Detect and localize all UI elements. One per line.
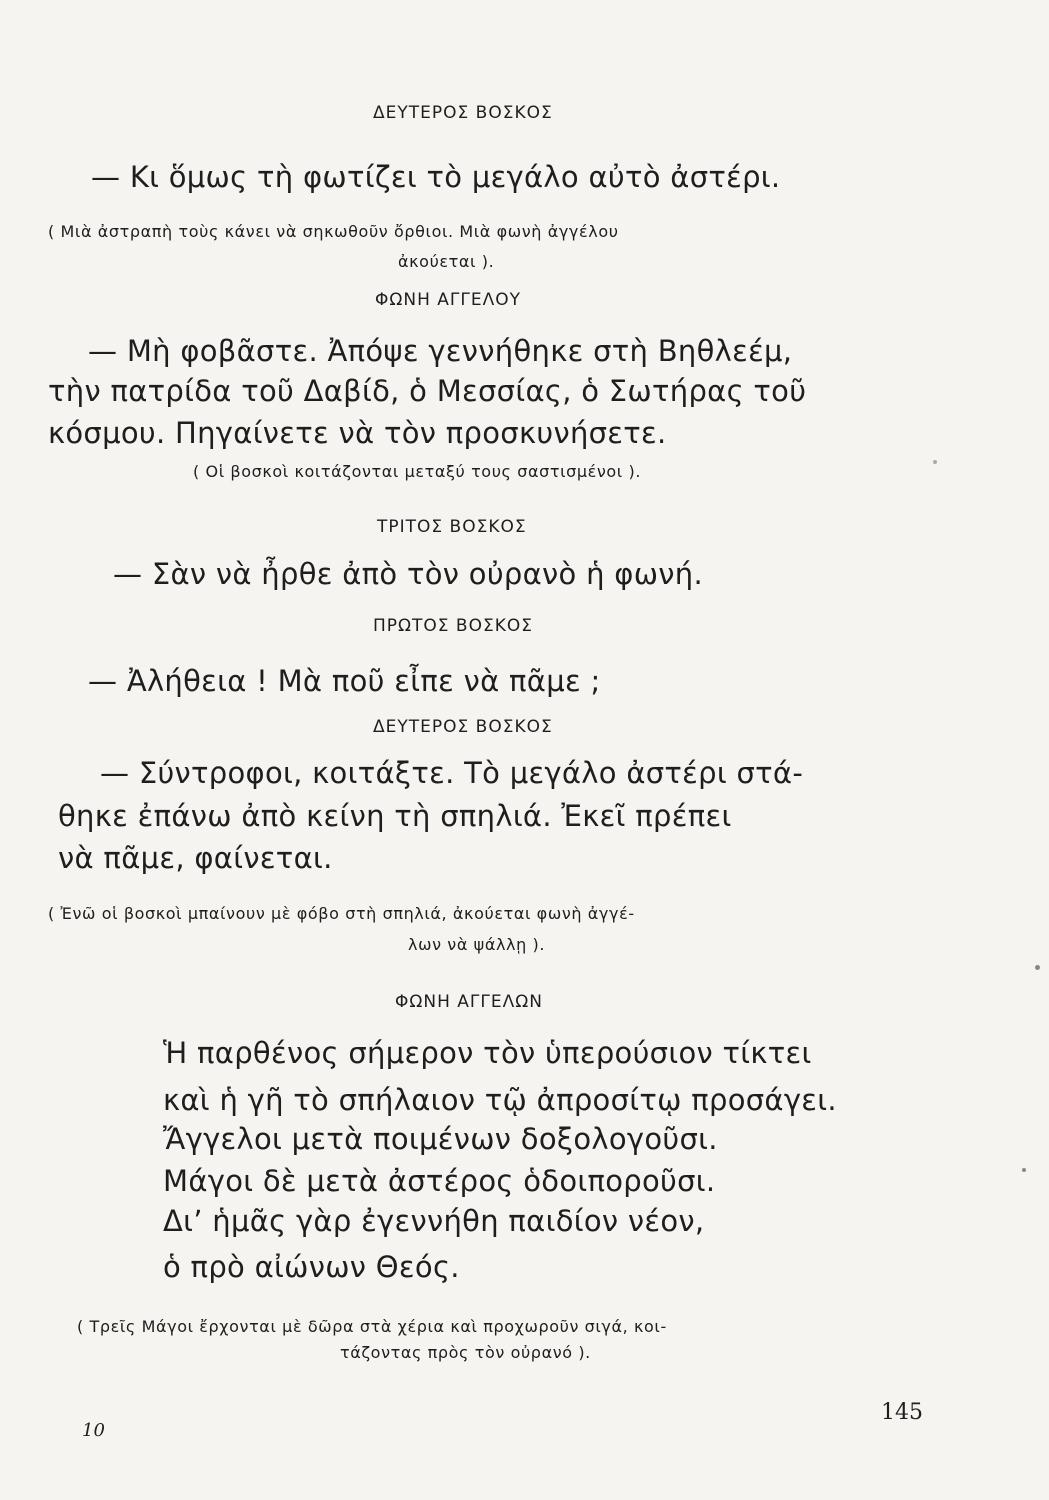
stage-direction-line: ( Μιὰ ἀστραπὴ τοὺς κάνει νὰ σηκωθοῦν ὄρθιοι. Μιὰ φωνὴ ἀγγέλου xyxy=(48,222,619,241)
speaker-heading: ΤΡΙΤΟΣ ΒΟΣΚΟΣ xyxy=(377,517,527,537)
dialogue-line: θηκε ἐπάνω ἀπὸ κείνη τὴ σπηλιά. Ἐκεῖ πρέπει xyxy=(58,799,732,833)
hymn-verse-line: Ἡ παρθένος σήμερον τὸν ὑπερούσιον τίκτει xyxy=(163,1036,812,1070)
speaker-heading: ΦΩΝΗ ΑΓΓΕΛΟΥ xyxy=(375,290,521,310)
stage-direction-line: ( Ἐνῶ οἱ βοσκοὶ μπαίνουν μὲ φόβο στὴ σπηλιά, ἀκούεται φωνὴ ἀγγέ- xyxy=(48,904,635,923)
dialogue-line: νὰ πᾶμε, φαίνεται. xyxy=(58,841,333,875)
hymn-verse-line: ὁ πρὸ αἰώνων Θεός. xyxy=(163,1250,460,1284)
dialogue-line: — Ἀλήθεια ! Μὰ ποῦ εἶπε νὰ πᾶμε ; xyxy=(88,664,601,698)
paper-speck xyxy=(1035,965,1040,970)
hymn-verse-line: Δι’ ἡμᾶς γὰρ ἐγεννήθη παιδίον νέον, xyxy=(163,1204,705,1238)
speaker-heading: ΠΡΩΤΟΣ ΒΟΣΚΟΣ xyxy=(373,616,533,636)
hymn-verse-line: καὶ ἡ γῆ τὸ σπήλαιον τῷ ἀπροσίτῳ προσάγει. xyxy=(163,1083,837,1117)
dialogue-line: — Σὰν νὰ ἦρθε ἀπὸ τὸν οὐρανὸ ἡ φωνή. xyxy=(113,557,704,591)
dialogue-line: κόσμου. Πηγαίνετε νὰ τὸν προσκυνήσετε. xyxy=(48,416,667,450)
dialogue-line: — Κι ὅμως τὴ φωτίζει τὸ μεγάλο αὐτὸ ἀστέρι. xyxy=(91,160,781,194)
paper-speck xyxy=(933,460,937,464)
dialogue-line: — Σύντροφοι, κοιτάξτε. Τὸ μεγάλο ἀστέρι στά- xyxy=(100,756,804,790)
speaker-heading: ΦΩΝΗ ΑΓΓΕΛΩΝ xyxy=(395,992,543,1012)
dialogue-line: — Μὴ φοβᾶστε. Ἀπόψε γεννήθηκε στὴ Βηθλεέμ, xyxy=(88,334,793,368)
speaker-heading: ΔΕΥΤΕΡΟΣ ΒΟΣΚΟΣ xyxy=(373,717,553,737)
stage-direction-line: ( Οἱ βοσκοὶ κοιτάζονται μεταξύ τους σαστισμένοι ). xyxy=(193,462,642,481)
stage-direction-line: λων νὰ ψάλλῃ ). xyxy=(408,935,546,954)
stage-direction-line: τάζοντας πρὸς τὸν οὐρανό ). xyxy=(340,1343,591,1362)
hymn-verse-line: Μάγοι δὲ μετὰ ἀστέρος ὁδοιποροῦσι. xyxy=(163,1164,716,1198)
paper-speck xyxy=(1022,1168,1026,1172)
dialogue-line: τὴν πατρίδα τοῦ Δαβίδ, ὁ Μεσσίας, ὁ Σωτήρας τοῦ xyxy=(48,374,807,408)
stage-direction-line: ἀκούεται ). xyxy=(398,252,495,271)
stage-direction-line: ( Τρεῖς Μάγοι ἔρχονται μὲ δῶρα στὰ χέρια καὶ προχωροῦν σιγά, κοι- xyxy=(77,1317,667,1336)
hymn-verse-line: Ἄγγελοι μετὰ ποιμένων δοξολογοῦσι. xyxy=(163,1122,718,1156)
signature-mark: 10 xyxy=(82,1420,105,1441)
speaker-heading: ΔΕΥΤΕΡΟΣ ΒΟΣΚΟΣ xyxy=(373,103,553,123)
page-number: 145 xyxy=(881,1400,923,1425)
